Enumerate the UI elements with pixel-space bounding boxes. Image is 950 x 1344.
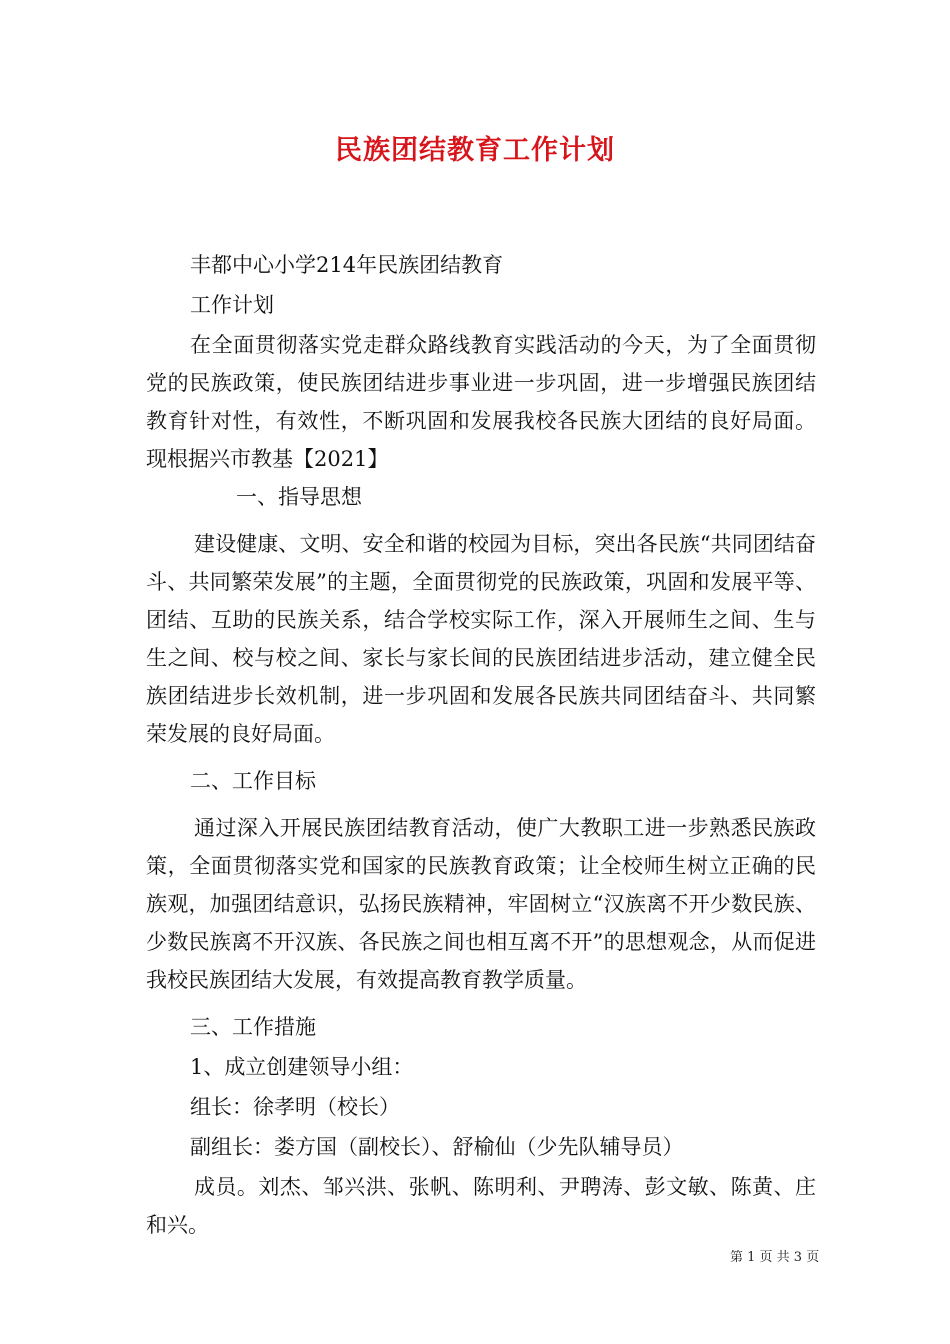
- document-body: [146, 246, 816, 1244]
- members-line: 成员。刘杰、邹兴洪、张帆、陈明利、尹聘涛、彭文敏、陈黄、庄和兴。: [146, 1175, 816, 1237]
- plan-heading: 工作计划: [190, 293, 274, 317]
- intro-paragraph: 在全面贯彻落实党走群众路线教育实践活动的今天，为了全面贯彻党的民族政策，使民族团结进步事业进一步巩固，进一步增强民族团结教育针对性，有效性，不断巩固和发展我校各民族大团结的良好局面。现根据兴市教基【2021】: [146, 333, 816, 471]
- guiding-thought-paragraph: 建设健康、文明、安全和谐的校园为目标，突出各民族“共同团结奋斗、共同繁荣发展”的主题，全面贯彻党的民族政策，巩固和发展平等、团结、互助的民族关系，结合学校实际工作，深入开展师生之间、生与生之间、校与校之间、家长与家长间的民族团结进步活动，建立健全民族团结进步长效机制，进一步巩固和发展各民族共同团结奋斗、共同繁荣发展的良好局面。: [146, 532, 816, 746]
- page-title: 民族团结教育工作计划: [335, 135, 615, 166]
- group-leader-line: 组长：徐孝明（校长）: [190, 1095, 400, 1119]
- section-heading-work-goals: 二、工作目标: [190, 769, 316, 793]
- section-heading-work-measures: 三、工作措施: [190, 1015, 316, 1039]
- deputy-leader-line: 副组长：娄方国（副校长）、舒榆仙（少先队辅导员）: [190, 1135, 684, 1159]
- school-heading: 丰都中心小学214年民族团结教育: [190, 253, 504, 277]
- work-goals-paragraph: 通过深入开展民族团结教育活动，使广大教职工进一步熟悉民族政策，全面贯彻落实党和国家的民族教育政策；让全校师生树立正确的民族观，加强团结意识，弘扬民族精神，牢固树立“汉族离不开少数民族、少数民族离不开汉族、各民族之间也相互离不开”的思想观念，从而促进我校民族团结大发展，有效提高教育教学质量。: [146, 816, 816, 992]
- section-heading-guiding-thought: 一、指导思想: [236, 485, 362, 509]
- measure-item-1: 1、成立创建领导小组：: [190, 1055, 414, 1079]
- page-number: 第 1 页 共 3 页: [730, 1250, 820, 1265]
